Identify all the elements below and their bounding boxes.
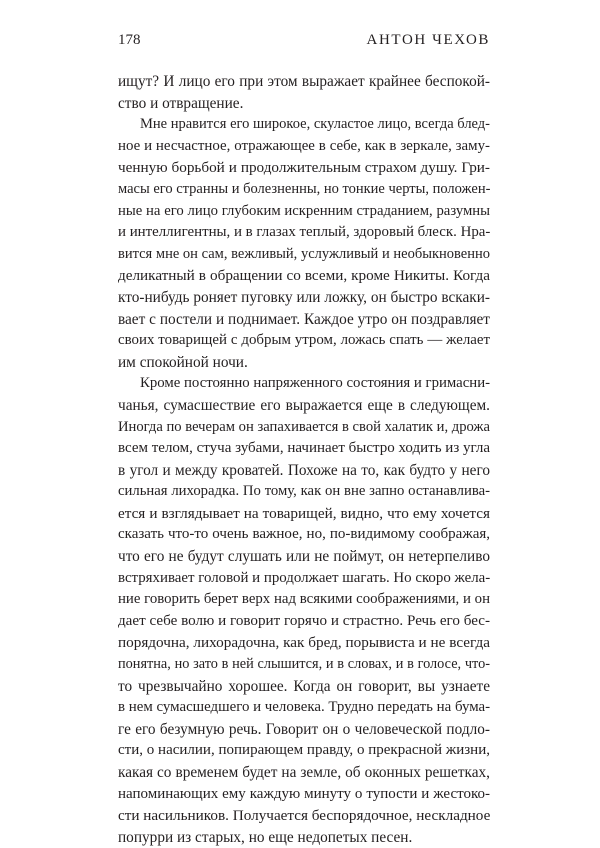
text-line: ищут? И лицо его при этом выражает крайнее беспокой- <box>118 73 490 90</box>
text-line: масы его странны и болезненны, но тонкие черты, положен- <box>118 180 490 197</box>
text-line: ние говорить берет верх над всякими соображениями, и он <box>118 591 490 608</box>
text-line: Иногда по вечерам он запахивается в свой халатик и, дрожа <box>118 418 490 435</box>
text-line: всем телом, стуча зубами, начинает быстро ходить из угла <box>118 440 490 457</box>
text-line: понятна, но зато в ней слышится, и в словах, и в голосе, что- <box>118 656 490 673</box>
text-line: ные на его лицо глубоким искренним страданием, разумны <box>118 202 490 219</box>
text-line: деликатный в обращении со всеми, кроме Никиты. Когда <box>118 267 490 285</box>
text-line: сти, о насилии, попирающем правду, о прекрасной жизни, <box>118 742 490 759</box>
text-line: то чрезвычайно хорошее. Когда он говорит, вы узнаете <box>118 677 490 695</box>
text-line: ченную борьбой и продолжительным страхом душу. Гри- <box>118 159 490 177</box>
text-line: что его не будут слушать или не поймут, он нетерпеливо <box>118 548 490 566</box>
text-line: своих товарищей с добрым утром, ложась спать — желает <box>118 332 490 349</box>
text-line: сильная лихорадка. По тому, как он вне запно останавлива- <box>118 483 490 500</box>
text-line: и интеллигентны, и в глазах теплый, здоровый блеск. Нра- <box>118 224 490 241</box>
text-line: им спокойной ночи. <box>118 353 248 371</box>
text-line: вает с постели и поднимает. Каждое утро он поздравляет <box>118 310 490 328</box>
paragraph-first-line: Кроме постоянно напряженного состояния и гримасни- <box>140 375 490 392</box>
running-title: АНТОН ЧЕХОВ <box>366 32 490 48</box>
body-text <box>118 71 490 848</box>
text-line: какая со временем будет на земле, об оконных решетках, <box>118 764 490 781</box>
text-line: в нем сумасшедшего и человека. Трудно передать на бума- <box>118 699 490 716</box>
text-line: встряхивает головой и продолжает шагать. Но скоро жела- <box>118 569 490 586</box>
text-line: сти насильников. Получается беспорядочное, нескладное <box>118 807 490 825</box>
text-line: кто-нибудь роняет пуговку или ложку, он быстро вскаки- <box>118 288 490 306</box>
page-number: 178 <box>118 32 141 48</box>
text-line: чанья, сумасшествие его выражается еще в следующем. <box>118 396 490 414</box>
text-line: попурри из старых, но еще недопетых песен. <box>118 828 413 846</box>
text-line: напоминающих ему каждую минуту о тупости и жестоко- <box>118 785 490 802</box>
text-line: ге его безумную речь. Говорит он о человеческой подло- <box>118 720 490 738</box>
text-line: в угол и между кроватей. Похоже на то, как будто у него <box>118 461 490 479</box>
text-line: ство и отвращение. <box>118 94 244 112</box>
page-header <box>118 28 490 52</box>
text-line: ется и взглядывает на товарищей, видно, что ему хочется <box>118 504 490 522</box>
text-line: дает себе волю и говорит горячо и страстно. Речь его бес- <box>118 612 490 629</box>
text-line: вится мне он сам, вежливый, услужливый и необыкновенно <box>118 245 490 262</box>
text-line: сказать что-то очень важное, но, по-видимому соображая, <box>118 526 490 543</box>
paragraph-first-line: Мне нравится его широкое, скуластое лицо, всегда блед- <box>140 116 490 133</box>
text-line: ное и несчастное, отражающее в себе, как в зеркале, заму- <box>118 137 490 154</box>
text-line: порядочна, лихорадочна, как бред, порывиста и не всегда <box>118 634 490 652</box>
